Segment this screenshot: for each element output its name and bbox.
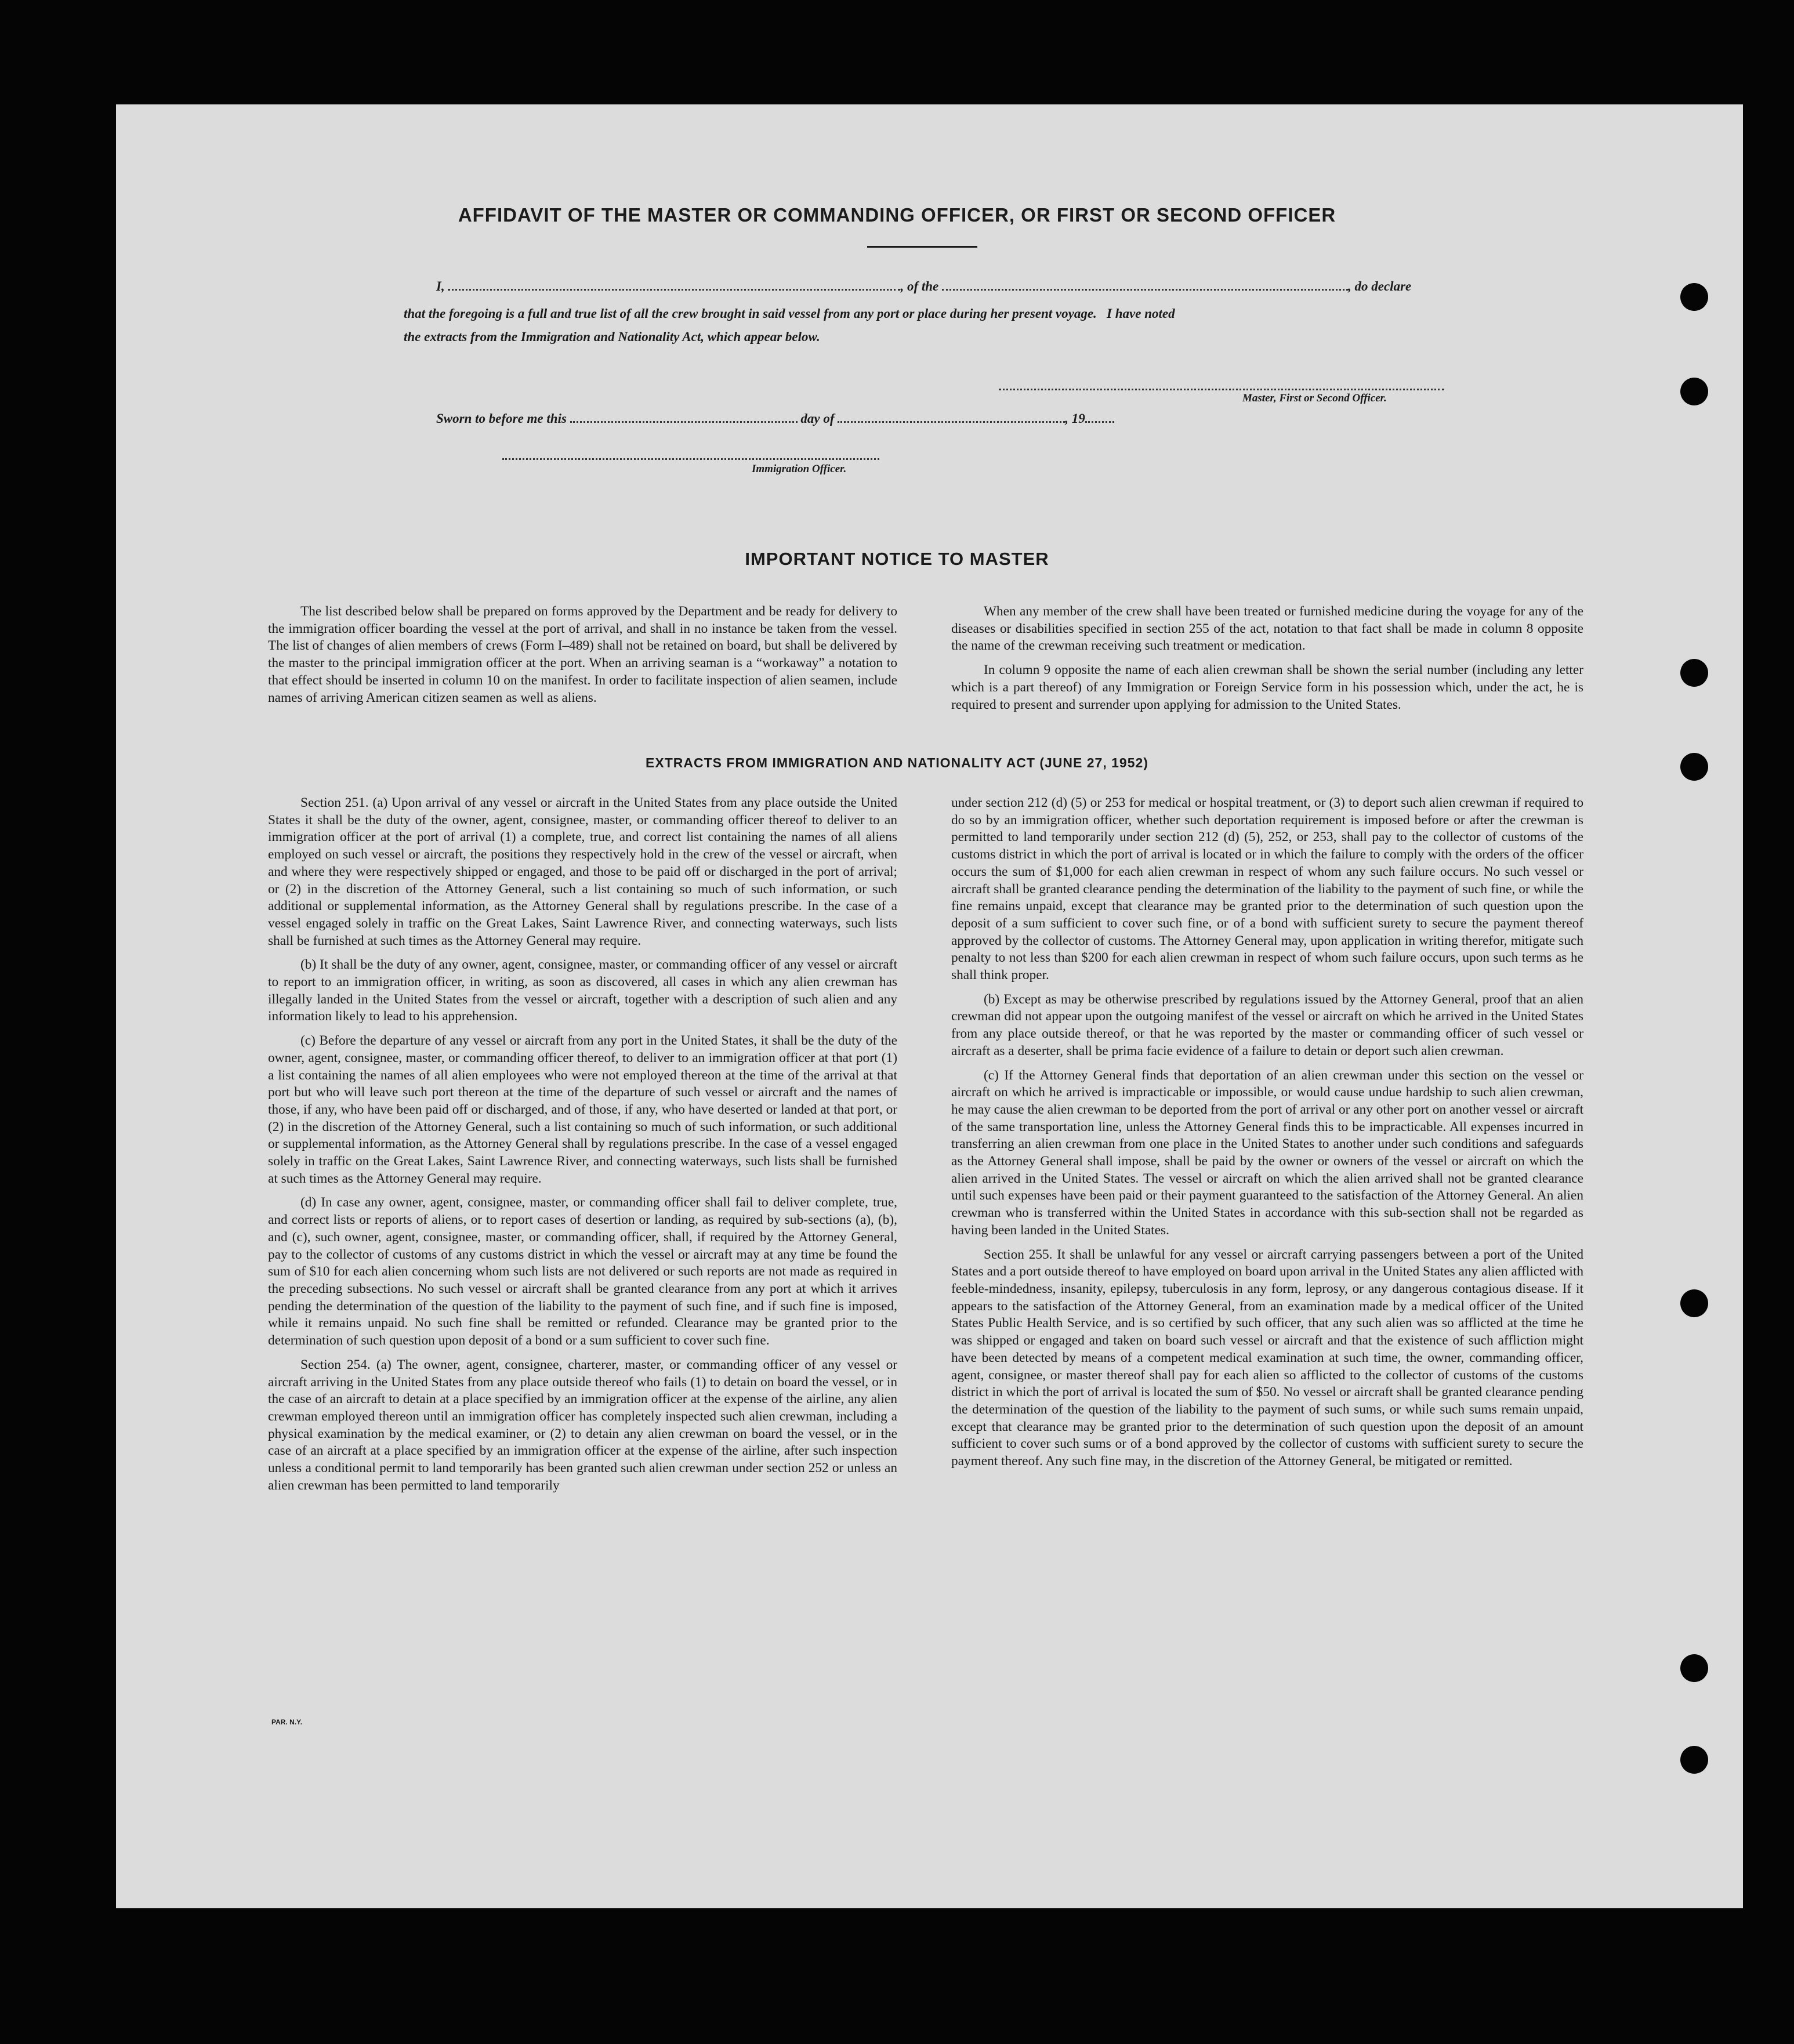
sworn-line [436,411,1114,426]
extract-paragraph: Section 255. It shall be unlawful for any vessel or aircraft carrying passengers between a port of the United States and a port outside thereof to have employed on board upon arrival in the United States any alien afflicted with feeble-mindedness, insanity, epilepsy, tuberculosis in any form, leprosy, or any dangerous contagious disease. If it appears to the satisfaction of the Attorney General, from an examination made by a medical officer of the United States Public Health Service, and is so certified by such officer, that any such alien was so afflicted at the time he was shipped or engaged and taken on board such vessel or aircraft and that the existence of such affliction might have been detected by means of a competent medical examination at such time, the owner, commanding officer, agent, consignee, or master thereof shall pay for each alien so afflicted to the collector of customs of the customs district in which the port of arrival is located the sum of $50. No vessel or aircraft shall be granted clearance pending the determination of the question of the liability to the payment of such sums, or while such sums remain unpaid, except that clearance may be granted prior to the determination of such question upon the deposit of an amount sufficient to cover such sums or of a bond approved by the collector of customs with sufficient surety to secure the payment thereof. Any such fine may, in the discretion of the Attorney General, be mitigated or remitted. [951,1246,1583,1469]
notice-paragraph: The list described below shall be prepared on forms approved by the Department and be ready for delivery to the immigration officer boarding the vessel at the port of arrival, and shall in no instance be taken from the vessel. The list of changes of alien members of crews (Form I–489) shall not be retained on board, but shall be delivered by the master to the principal immigration officer at the port. When an arriving seaman is a “workaway” a notation to that effect should be inserted in column 10 on the manifest. In order to facilitate inspection of alien seamen, include names of arriving American citizen seamen as well as aliens. [268,604,897,705]
vessel-name-field[interactable] [942,278,1348,291]
extract-paragraph: (c) If the Attorney General finds that deportation of an alien crewman under this section on the vessel or aircraft on which he arrived is impracticable or impossible, or would cause undue hardship to such alien crewman, he may cause the alien crewman to be deported from the port of arrival or any other port on another vessel or aircraft of the same transportation line, unless the Attorney General finds this to be impracticable. All expenses incurred in transferring an alien crewman from one place in the United States to another under such conditions and safeguards as the Attorney General shall impose, shall be paid by the owner or owners of the vessel or aircraft on which the alien arrived in the United States. The vessel or aircraft on which the alien arrived shall not be granted clearance until such expenses have been paid or their payment guaranteed to the satisfaction of the Attorney General. An alien crewman who is transferred within the United States in accordance with this sub-section shall not be regarded as having been landed in the United States. [951,1067,1583,1238]
printer-mark: PAR. N.Y. [271,1718,303,1726]
declarant-line [436,278,1411,294]
binder-hole [1680,1289,1708,1317]
affidavit-body-line-1: that the foregoing is a full and true list of all the crew brought in said vessel from any port or place during her present voyage. I have noted [404,306,1175,321]
binder-hole [1680,1746,1708,1774]
notice-left-column [268,603,897,713]
declarant-name-field[interactable] [448,278,900,291]
i-label: I, [436,279,445,293]
extract-paragraph: (d) In case any owner, agent, consignee, master, or commanding officer shall fail to deliver complete, true, and correct lists or reports of aliens, or to report cases of desertion or landing, as required by sub-sections (a), (b), and (c), such owner, agent, consignee, master, or commanding officer, shall, if required by the Attorney General, pay to the collector of customs of any customs district in which the vessel or aircraft may at any time be found the sum of $10 for each alien concerning whom such lists are not delivered or such reports are not made as required in the preceding subsections. No such vessel or aircraft shall be granted clearance from any port at which it arrives pending the determination of the question of the liability to the payment of such fine, and if such fine is imposed, while it remains unpaid. No such fine shall be remitted or refunded. Clearance may be granted prior to the determination of such question upon deposit of a bond or a sum sufficient to cover such fine. [268,1195,897,1349]
extracts-left-column [268,795,897,1501]
affidavit-body-line-2: the extracts from the Immigration and Nationality Act, which appear below. [404,329,820,344]
day-of-label: day of [800,411,835,426]
notice-right-column [951,603,1583,720]
master-signature-label: Master, First or Second Officer. [1242,392,1387,404]
extract-paragraph: (c) Before the departure of any vessel or aircraft from any port in the United States, it shall be the duty of the owner, agent, consignee, master, or commanding officer thereof, to deliver to an immigration officer at that port (1) a list containing the names of all alien employees who were not employed thereon at the time of the arrival at that port but who will leave such port thereon at the time of the departure of such vessel or aircraft and the names of those, if any, who have been paid off or discharged, and of those, if any, who have deserted or landed at that port, or (2) in the discretion of the Attorney General, such a list containing so much of such information, or such additional or supplemental information, as the Attorney General shall by regulations prescribe. In the case of a vessel engaged solely in traffic on the Great Lakes, Saint Lawrence River, and connecting waterways, such lists shall be furnished at such times as the Attorney General may require. [268,1033,897,1186]
extract-paragraph: (b) It shall be the duty of any owner, agent, consignee, master, or commanding officer of any vessel or aircraft to report to an immigration officer, in writing, as soon as discovered, all cases in which any alien crewman has illegally landed in the United States from the vessel or aircraft, together with a description of such alien and any information likely to lead to his apprehension. [268,957,897,1024]
affidavit-title: AFFIDAVIT OF THE MASTER OR COMMANDING OFFICER, OR FIRST OR SECOND OFFICER [458,204,1336,226]
binder-hole [1680,659,1708,687]
year-label: , 19 [1065,411,1085,426]
title-rule [867,246,977,248]
binder-hole [1680,1654,1708,1682]
extract-paragraph: Section 254. (a) The owner, agent, consignee, charterer, master, or commanding officer of any vessel or aircraft arriving in the United States from any place outside thereof who fails (1) to detain on board the vessel, or in the case of an aircraft to detain at a place specified by an immigration officer at the expense of the airline, any alien crewman employed thereon until an immigration officer has completely inspected such alien crewman, including a physical examination by the medical examiner, or (2) to detain any alien crewman on board the vessel, or in the case of an aircraft at a place specified by an immigration officer at the expense of the airline, after such inspection unless a conditional permit to land temporarily has been granted such alien crewman under section 252 or unless an alien crewman has been permitted to land temporarily [268,1357,897,1493]
notice-title: IMPORTANT NOTICE TO MASTER [745,549,1049,569]
extract-paragraph: under section 212 (d) (5) or 253 for medical or hospital treatment, or (3) to deport such alien crewman if required to do so by an immigration officer, whether such deportation requirement is imposed before or after the crewman is permitted to land temporarily under section 212 (d) (5), 252, or 253, shall pay to the collector of customs of the customs district in which the port of arrival is located or in which the failure to comply with the orders of the officer occurs the sum of $1,000 for each alien crewman in respect of whom any such failure occurs. No such vessel or aircraft shall be granted clearance pending the determination of the liability to the payment of such fine, or while the fine remains unpaid, except that clearance may be granted prior to the determination of such question upon the deposit of a sum sufficient to cover such fine, or of a bond with sufficient surety to secure the payment thereof approved by the collector of customs. The Attorney General may, upon application in writing therefor, mitigate such penalty to not less than $200 for each alien crewman in respect of whom such failure occurs, upon such terms as he shall think proper. [951,795,1583,983]
master-signature-line[interactable] [999,389,1444,390]
notice-paragraph: In column 9 opposite the name of each alien crewman shall be shown the serial number (including any letter which is a part thereof) of any Immigration or Foreign Service form in his possession which, under the act, he is required to present and surrender upon applying for admission to the United States. [951,662,1583,712]
immigration-officer-signature-line[interactable] [502,458,879,460]
sworn-month-field[interactable] [838,411,1065,423]
extract-paragraph: Section 251. (a) Upon arrival of any vessel or aircraft in the United States from any place outside the United States it shall be the duty of the owner, agent, consignee, master, or commanding officer thereof to deliver to an immigration officer at the port of arrival (1) a complete, true, and correct list containing the names of all aliens employed on such vessel or aircraft, the positions they respectively hold in the crew of the vessel or aircraft, when and where they were respectively shipped or engaged, and those to be paid off or discharged in the port of arrival; or (2) in the discretion of the Attorney General, such a list containing so much of such information, or such additional or supplemental information, as the Attorney General shall by regulations prescribe. In the case of a vessel engaged solely in traffic on the Great Lakes, Saint Lawrence River, and connecting waterways, such lists shall be furnished at such times as the Attorney General may require. [268,795,897,948]
extracts-heading: EXTRACTS FROM IMMIGRATION AND NATIONALITY ACT (JUNE 27, 1952) [646,755,1148,770]
immigration-officer-label: Immigration Officer. [752,463,847,475]
of-the-label: , of the [900,279,939,293]
do-declare-label: , do declare [1348,279,1412,293]
sworn-day-field[interactable] [570,411,798,423]
sworn-year-field[interactable] [1085,411,1114,423]
binder-hole [1680,283,1708,311]
extracts-right-column [951,795,1583,1477]
binder-hole [1680,378,1708,405]
extract-paragraph: (b) Except as may be otherwise prescribed by regulations issued by the Attorney General, proof that an alien crewman did not appear upon the outgoing manifest of the vessel or aircraft on which he arrived in the United States from any place outside thereof, or that he was reported by the master or commanding officer of such vessel or aircraft as a deserter, shall be prima facie evidence of a failure to detain or deport such alien crewman. [951,991,1583,1059]
notice-paragraph: When any member of the crew shall have been treated or furnished medicine during the voyage for any of the diseases or disabilities specified in section 255 of the act, notation to that fact shall be made in column 8 opposite the name of the crewman receiving such treatment or medication. [951,604,1583,654]
sworn-label: Sworn to before me this [436,411,567,426]
